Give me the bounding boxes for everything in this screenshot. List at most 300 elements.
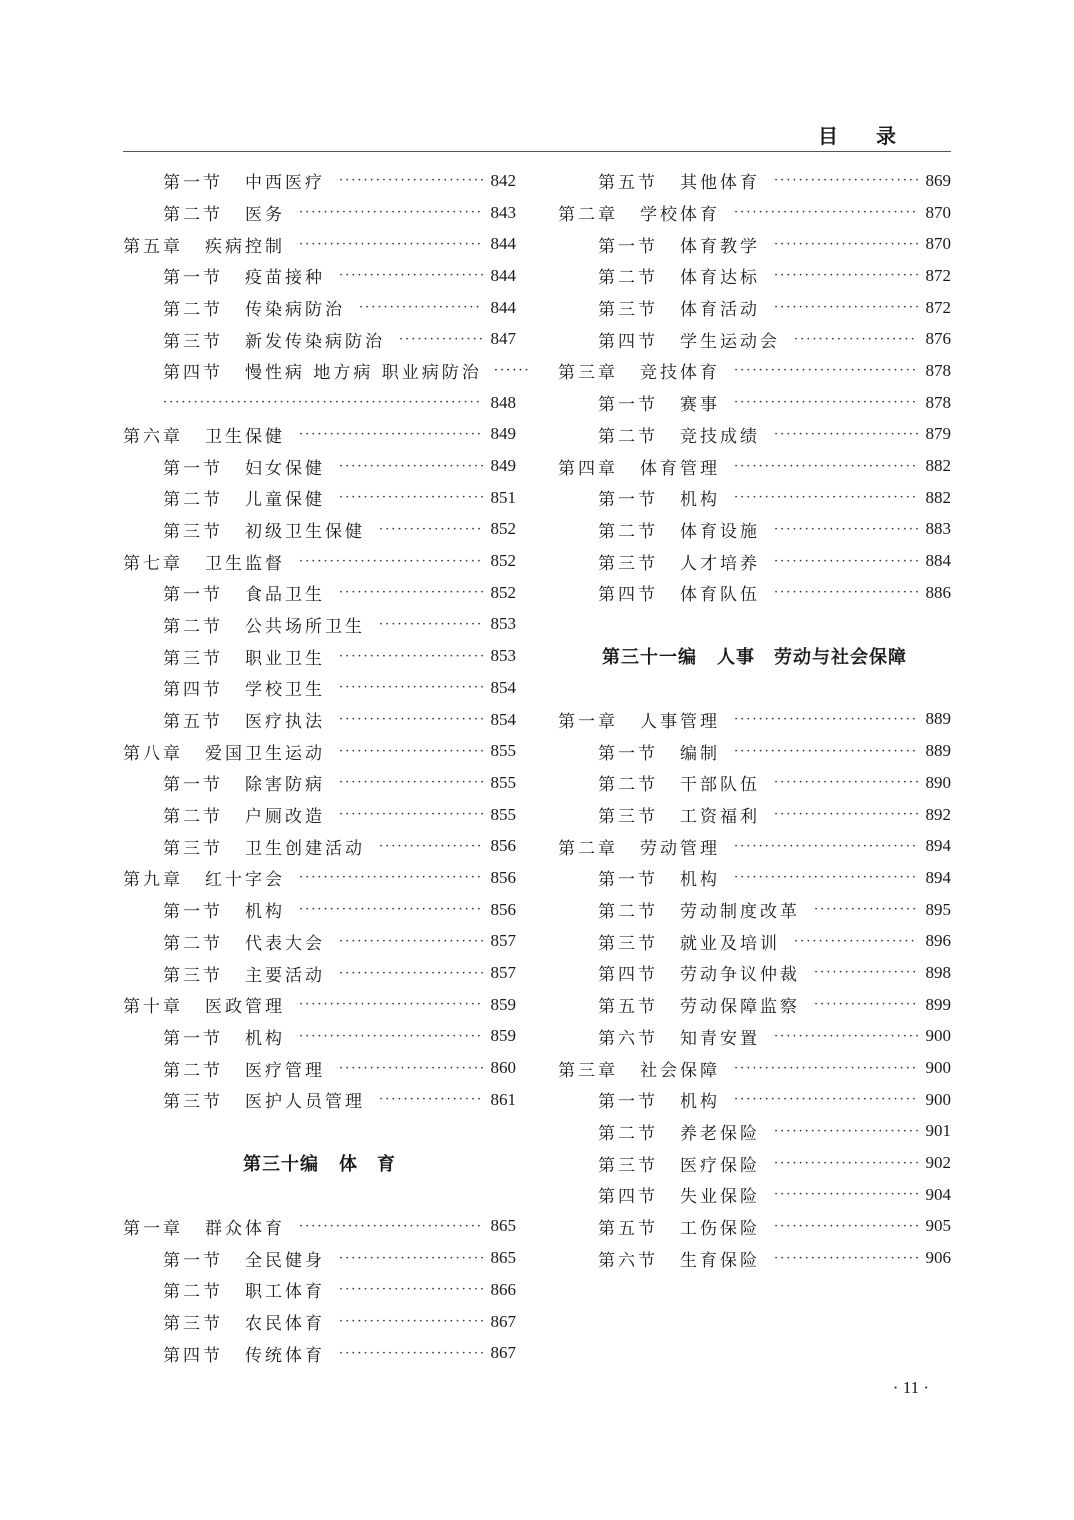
toc-entry-title: 卫生保健 bbox=[205, 426, 285, 447]
toc-entry-title: 全民健身 bbox=[245, 1250, 325, 1271]
toc-section-entry[interactable] bbox=[123, 260, 516, 292]
toc-entry-title: 公共场所卫生 bbox=[245, 616, 365, 637]
dot-leader bbox=[163, 395, 483, 410]
toc-entry-title: 机构 bbox=[245, 1028, 285, 1049]
toc-entry-number: 第二节 bbox=[163, 933, 223, 954]
dot-leader: ······ bbox=[493, 363, 531, 379]
dot-leader bbox=[339, 173, 483, 188]
toc-entry-title: 卫生监督 bbox=[205, 553, 285, 574]
dot-leader bbox=[774, 427, 918, 442]
dot-leader bbox=[774, 237, 918, 252]
toc-entry-label bbox=[598, 580, 760, 605]
dot-leader bbox=[339, 1314, 483, 1329]
toc-section-entry[interactable] bbox=[558, 925, 951, 957]
toc-entry-number: 第九章 bbox=[123, 870, 183, 891]
toc-page-number: 859 bbox=[490, 994, 516, 1014]
toc-entry-label bbox=[163, 961, 325, 986]
toc-page-number: 865 bbox=[490, 1248, 516, 1268]
toc-section-entry[interactable] bbox=[558, 323, 951, 355]
toc-entry-label bbox=[558, 707, 720, 732]
toc-entry-title: 除害防病 bbox=[245, 775, 325, 796]
toc-page-number: 894 bbox=[925, 867, 951, 887]
dot-leader bbox=[299, 554, 483, 569]
toc-section-entry[interactable] bbox=[123, 1306, 516, 1338]
toc-entry-title: 职业卫生 bbox=[245, 648, 325, 669]
toc-entry-title: 群众体育 bbox=[205, 1218, 285, 1239]
toc-entry-number: 第二节 bbox=[163, 616, 223, 637]
toc-entry-number: 第二节 bbox=[598, 521, 658, 542]
toc-entry-number: 第三节 bbox=[598, 553, 658, 574]
toc-entry-title: 工资福利 bbox=[680, 807, 760, 828]
toc-entry-title: 竞技体育 bbox=[640, 363, 720, 384]
toc-entry-number: 第四节 bbox=[598, 965, 658, 986]
toc-section-entry[interactable] bbox=[123, 799, 516, 831]
toc-entry-label bbox=[163, 1341, 325, 1366]
toc-entry-label bbox=[163, 517, 365, 542]
toc-entry-label bbox=[598, 960, 800, 985]
toc-entry-number: 第二节 bbox=[163, 1060, 223, 1081]
toc-chapter-entry[interactable] bbox=[123, 1211, 516, 1243]
toc-entry-label bbox=[163, 200, 285, 225]
toc-entry-label bbox=[163, 1309, 325, 1334]
toc-section-entry[interactable] bbox=[558, 228, 951, 260]
toc-chapter-entry[interactable] bbox=[123, 862, 516, 894]
toc-entry-title: 疫苗接种 bbox=[245, 268, 325, 289]
dot-leader bbox=[734, 839, 918, 854]
toc-entry-label bbox=[123, 739, 325, 764]
toc-entry-label bbox=[163, 612, 365, 637]
toc-page-number: 853 bbox=[490, 646, 516, 666]
toc-section-entry[interactable] bbox=[123, 292, 516, 324]
toc-chapter-entry[interactable] bbox=[123, 228, 516, 260]
toc-entry-label bbox=[598, 1151, 760, 1176]
toc-entry-label bbox=[558, 1056, 720, 1081]
dot-leader bbox=[339, 807, 483, 822]
toc-entry-label bbox=[598, 390, 720, 415]
toc-chapter-entry[interactable] bbox=[123, 545, 516, 577]
toc-entry-title: 传统体育 bbox=[245, 1345, 325, 1366]
toc-chapter-entry[interactable] bbox=[123, 989, 516, 1021]
toc-entry-number: 第五节 bbox=[598, 173, 658, 194]
dot-leader bbox=[734, 490, 918, 505]
toc-entry-label bbox=[558, 834, 720, 859]
dot-leader bbox=[399, 332, 483, 347]
toc-page-number: 853 bbox=[490, 614, 516, 634]
dot-leader bbox=[734, 712, 918, 727]
toc-entry-number: 第五节 bbox=[598, 1218, 658, 1239]
dot-leader bbox=[339, 680, 483, 695]
toc-section-entry[interactable] bbox=[123, 926, 516, 958]
toc-entry-label bbox=[598, 1087, 720, 1112]
dot-leader bbox=[814, 965, 918, 980]
toc-entry-title: 医政管理 bbox=[205, 997, 285, 1018]
toc-section-entry[interactable] bbox=[123, 830, 516, 862]
toc-entry-number: 第三节 bbox=[163, 965, 223, 986]
toc-entry-title: 体育管理 bbox=[640, 458, 720, 479]
toc-page-number: 890 bbox=[925, 772, 951, 792]
toc-entry-label bbox=[598, 865, 720, 890]
toc-entry-label bbox=[598, 1246, 760, 1271]
toc-entry-label bbox=[123, 992, 285, 1017]
toc-entry-label bbox=[598, 897, 800, 922]
toc-section-entry[interactable] bbox=[558, 577, 951, 609]
toc-entry-title: 社会保障 bbox=[640, 1060, 720, 1081]
toc-entry-number: 第六章 bbox=[123, 426, 183, 447]
toc-entry-title: 编制 bbox=[680, 743, 720, 764]
toc-section-entry[interactable] bbox=[558, 514, 951, 546]
toc-entry-number: 第六节 bbox=[598, 1028, 658, 1049]
toc-section-entry[interactable] bbox=[123, 894, 516, 926]
toc-page-number: 851 bbox=[490, 487, 516, 507]
toc-page-number: 852 bbox=[490, 519, 516, 539]
toc-section-entry[interactable] bbox=[123, 957, 516, 989]
dot-leader bbox=[734, 744, 918, 759]
toc-page-number: 865 bbox=[490, 1216, 516, 1236]
toc-section-entry[interactable] bbox=[123, 1337, 516, 1369]
toc-entry-number: 第三节 bbox=[163, 838, 223, 859]
toc-chapter-entry[interactable] bbox=[123, 735, 516, 767]
toc-entry-title: 体育设施 bbox=[680, 521, 760, 542]
toc-entry-title: 初级卫生保健 bbox=[245, 521, 365, 542]
toc-page-number: 896 bbox=[925, 931, 951, 951]
toc-entry-label bbox=[598, 802, 760, 827]
toc-section-entry[interactable] bbox=[123, 450, 516, 482]
dot-leader bbox=[379, 617, 483, 632]
toc-column-left bbox=[123, 165, 531, 1369]
toc-entry-number: 第七章 bbox=[123, 553, 183, 574]
toc-entry-number: 第一节 bbox=[163, 458, 223, 479]
toc-entry-title: 就业及培训 bbox=[680, 933, 780, 954]
toc-page-number: 855 bbox=[490, 772, 516, 792]
toc-page-number: 861 bbox=[490, 1089, 516, 1109]
toc-section-entry[interactable] bbox=[558, 1211, 951, 1243]
toc-section-entry[interactable] bbox=[558, 957, 951, 989]
dot-leader bbox=[734, 459, 918, 474]
dot-leader bbox=[299, 1219, 483, 1234]
dot-leader bbox=[774, 1219, 918, 1234]
dot-leader bbox=[794, 332, 918, 347]
toc-section-entry[interactable] bbox=[123, 165, 516, 197]
toc-section-entry[interactable] bbox=[558, 260, 951, 292]
toc-section-entry[interactable] bbox=[123, 767, 516, 799]
dot-leader bbox=[734, 205, 918, 220]
toc-entry-title: 人事管理 bbox=[640, 711, 720, 732]
toc-section-entry[interactable] bbox=[558, 799, 951, 831]
toc-entry-number: 第二节 bbox=[598, 1123, 658, 1144]
toc-entry-label bbox=[163, 834, 365, 859]
toc-entry-title: 体育队伍 bbox=[680, 585, 760, 606]
toc-entry-title: 失业保险 bbox=[680, 1187, 760, 1208]
dot-leader bbox=[299, 1029, 483, 1044]
toc-entry-title: 劳动保障监察 bbox=[680, 997, 800, 1018]
toc-page-number: 879 bbox=[925, 424, 951, 444]
toc-section-entry[interactable] bbox=[558, 165, 951, 197]
toc-section-entry[interactable] bbox=[558, 1084, 951, 1116]
toc-section-entry[interactable] bbox=[558, 989, 951, 1021]
dot-leader bbox=[379, 522, 483, 537]
toc-section-entry[interactable] bbox=[558, 735, 951, 767]
toc-entry-label bbox=[598, 422, 760, 447]
toc-page-number: 889 bbox=[925, 709, 951, 729]
toc-entry-label bbox=[163, 168, 325, 193]
dot-leader bbox=[339, 1061, 483, 1076]
toc-section-entry[interactable] bbox=[558, 482, 951, 514]
toc-entry-label bbox=[123, 1214, 285, 1239]
toc-chapter-entry[interactable] bbox=[558, 830, 951, 862]
toc-page-number: 848 bbox=[490, 392, 516, 412]
toc-entry-title: 劳动制度改革 bbox=[680, 902, 800, 923]
toc-chapter-entry[interactable] bbox=[558, 1052, 951, 1084]
toc-entry-number: 第二章 bbox=[558, 205, 618, 226]
toc-section-entry[interactable] bbox=[123, 323, 516, 355]
toc-section-entry[interactable] bbox=[558, 1242, 951, 1274]
toc-entry-title: 学校体育 bbox=[640, 205, 720, 226]
toc-section-entry[interactable] bbox=[558, 862, 951, 894]
dot-leader bbox=[379, 839, 483, 854]
toc-entry-label bbox=[598, 992, 800, 1017]
dot-leader bbox=[734, 395, 918, 410]
toc-page-number: 900 bbox=[925, 1089, 951, 1109]
toc-section-entry[interactable] bbox=[558, 1021, 951, 1053]
toc-section-entry[interactable] bbox=[123, 1274, 516, 1306]
toc-entry-title: 机构 bbox=[245, 902, 285, 923]
toc-entry-title: 传染病防治 bbox=[245, 300, 345, 321]
toc-entry-label bbox=[598, 295, 760, 320]
toc-entry-number: 第一节 bbox=[163, 585, 223, 606]
toc-entry-number: 第三节 bbox=[598, 300, 658, 321]
toc-entry-label bbox=[163, 897, 285, 922]
toc-entry-title: 养老保险 bbox=[680, 1123, 760, 1144]
toc-entry-title: 农民体育 bbox=[245, 1314, 325, 1335]
toc-entry-number: 第六节 bbox=[598, 1250, 658, 1271]
toc-page-number: 872 bbox=[925, 297, 951, 317]
toc-entry-label bbox=[598, 770, 760, 795]
toc-section-entry[interactable] bbox=[558, 545, 951, 577]
toc-section-entry[interactable] bbox=[558, 1179, 951, 1211]
toc-page-number: 883 bbox=[925, 519, 951, 539]
toc-entry-label bbox=[163, 327, 385, 352]
toc-page-number: 849 bbox=[490, 456, 516, 476]
toc-page-number: 843 bbox=[490, 202, 516, 222]
toc-entry-title: 户厕改造 bbox=[245, 807, 325, 828]
toc-section-entry[interactable] bbox=[123, 1021, 516, 1053]
dot-leader bbox=[774, 300, 918, 315]
toc-entry-number: 第一节 bbox=[598, 395, 658, 416]
toc-entry-number: 第二章 bbox=[558, 838, 618, 859]
toc-page-number: 854 bbox=[490, 709, 516, 729]
dot-leader bbox=[299, 237, 483, 252]
toc-page-number: 878 bbox=[925, 360, 951, 380]
toc-entry-title: 机构 bbox=[680, 870, 720, 891]
toc-section-entry[interactable] bbox=[558, 387, 951, 419]
part-name: 体 育 bbox=[339, 1154, 396, 1176]
toc-entry-number: 第三节 bbox=[598, 807, 658, 828]
toc-entry-number: 第一节 bbox=[598, 743, 658, 764]
dot-leader bbox=[774, 173, 918, 188]
toc-page-number: 901 bbox=[925, 1121, 951, 1141]
toc-page-number: 906 bbox=[925, 1248, 951, 1268]
toc-entry-number: 第一节 bbox=[163, 268, 223, 289]
toc-entry-number: 第三节 bbox=[598, 933, 658, 954]
toc-section-entry[interactable] bbox=[123, 514, 516, 546]
toc-section-entry[interactable] bbox=[558, 1116, 951, 1148]
toc-entry-number: 第二节 bbox=[598, 426, 658, 447]
toc-entry-label bbox=[123, 549, 285, 574]
toc-entry-title: 机构 bbox=[680, 1092, 720, 1113]
toc-page-number: 867 bbox=[490, 1311, 516, 1331]
toc-section-entry[interactable] bbox=[123, 1084, 516, 1116]
toc-page-number: 842 bbox=[490, 170, 516, 190]
toc-entry-number: 第十章 bbox=[123, 997, 183, 1018]
toc-page-number: 882 bbox=[925, 487, 951, 507]
toc-entry-label bbox=[163, 644, 325, 669]
dot-leader bbox=[774, 268, 918, 283]
toc-section-entry[interactable] bbox=[123, 640, 516, 672]
toc-page-number: 902 bbox=[925, 1153, 951, 1173]
toc-page-number: 857 bbox=[490, 963, 516, 983]
dot-leader bbox=[299, 205, 483, 220]
toc-entry-number: 第一节 bbox=[598, 870, 658, 891]
dot-leader bbox=[774, 807, 918, 822]
toc-entry-title: 中西医疗 bbox=[245, 173, 325, 194]
toc-entry-title: 医护人员管理 bbox=[245, 1092, 365, 1113]
toc-entry-label bbox=[598, 739, 720, 764]
toc-entry-number: 第二节 bbox=[598, 902, 658, 923]
toc-section-entry[interactable] bbox=[558, 767, 951, 799]
toc-chapter-entry[interactable] bbox=[123, 419, 516, 451]
toc-entry-title: 劳动管理 bbox=[640, 838, 720, 859]
toc-entry-number: 第三章 bbox=[558, 363, 618, 384]
toc-chapter-entry[interactable] bbox=[558, 355, 951, 387]
toc-entry-label bbox=[163, 580, 325, 605]
toc-entry-number: 第四节 bbox=[163, 363, 223, 384]
toc-entry-number: 第二节 bbox=[163, 205, 223, 226]
toc-entry-title: 机构 bbox=[680, 490, 720, 511]
dot-leader bbox=[339, 1251, 483, 1266]
toc-section-entry[interactable] bbox=[123, 197, 516, 229]
dot-leader bbox=[339, 490, 483, 505]
toc-section-entry[interactable] bbox=[558, 894, 951, 926]
toc-entry-title: 生育保险 bbox=[680, 1250, 760, 1271]
toc-entry-number: 第三节 bbox=[163, 1092, 223, 1113]
toc-section-entry[interactable] bbox=[123, 482, 516, 514]
toc-entry-continuation[interactable] bbox=[123, 387, 516, 419]
toc-chapter-entry[interactable] bbox=[558, 197, 951, 229]
dot-leader bbox=[774, 585, 918, 600]
toc-entry-number: 第四节 bbox=[163, 1345, 223, 1366]
part-name: 人事 劳动与社会保障 bbox=[717, 647, 907, 669]
toc-entry-title: 劳动争议仲裁 bbox=[680, 965, 800, 986]
toc-entry-label bbox=[123, 232, 285, 257]
toc-entry-number: 第一节 bbox=[598, 236, 658, 257]
toc-entry-number: 第五章 bbox=[123, 236, 183, 257]
toc-entry-title: 学生运动会 bbox=[680, 331, 780, 352]
toc-page-number: 898 bbox=[925, 962, 951, 982]
dot-leader bbox=[774, 775, 918, 790]
toc-entry-number: 第四节 bbox=[598, 585, 658, 606]
toc-page-number: 900 bbox=[925, 1058, 951, 1078]
toc-chapter-entry[interactable] bbox=[558, 704, 951, 736]
dot-leader bbox=[774, 1124, 918, 1139]
dot-leader bbox=[774, 1251, 918, 1266]
dot-leader bbox=[299, 997, 483, 1012]
dot-leader bbox=[339, 649, 483, 664]
toc-entry-label bbox=[163, 485, 325, 510]
toc-page-number: 852 bbox=[490, 551, 516, 571]
toc-page-number: 844 bbox=[490, 297, 516, 317]
toc-entry-number: 第二节 bbox=[163, 1282, 223, 1303]
page-number: · 11 · bbox=[892, 1378, 929, 1397]
toc-entry-number: 第三章 bbox=[558, 1060, 618, 1081]
toc-page-number: 882 bbox=[925, 456, 951, 476]
dot-leader bbox=[339, 744, 483, 759]
toc-entry-label bbox=[598, 232, 760, 257]
toc-page-number: 886 bbox=[925, 582, 951, 602]
toc-entry-title: 其他体育 bbox=[680, 173, 760, 194]
toc-page-number: 892 bbox=[925, 804, 951, 824]
toc-section-entry[interactable] bbox=[123, 577, 516, 609]
toc-section-entry[interactable] bbox=[123, 1052, 516, 1084]
toc-section-entry[interactable] bbox=[558, 1147, 951, 1179]
dot-leader bbox=[339, 268, 483, 283]
toc-entry-title: 工伤保险 bbox=[680, 1218, 760, 1239]
toc-entry-title: 新发传染病防治 bbox=[245, 331, 385, 352]
dot-leader bbox=[774, 522, 918, 537]
toc-chapter-entry[interactable] bbox=[558, 450, 951, 482]
dot-leader bbox=[339, 585, 483, 600]
toc-entry-number: 第一节 bbox=[163, 173, 223, 194]
part-number: 第三十编 bbox=[243, 1154, 319, 1176]
toc-entry-title: 体育活动 bbox=[680, 300, 760, 321]
toc-section-entry[interactable] bbox=[123, 672, 516, 704]
toc-entry-number: 第一节 bbox=[598, 490, 658, 511]
toc-entry-title: 代表大会 bbox=[245, 933, 325, 954]
toc-entry-title: 爱国卫生运动 bbox=[205, 743, 325, 764]
toc-entry-number: 第三节 bbox=[163, 521, 223, 542]
part-heading bbox=[558, 609, 951, 704]
dot-leader bbox=[339, 934, 483, 949]
toc-section-entry[interactable] bbox=[558, 292, 951, 324]
toc-page-number: 856 bbox=[490, 899, 516, 919]
dot-leader bbox=[814, 902, 918, 917]
toc-page-number: 899 bbox=[925, 994, 951, 1014]
dot-leader bbox=[339, 775, 483, 790]
toc-entry-title: 儿童保健 bbox=[245, 490, 325, 511]
dot-leader bbox=[734, 870, 918, 885]
toc-section-entry[interactable] bbox=[123, 355, 531, 387]
toc-entry-title: 卫生创建活动 bbox=[245, 838, 365, 859]
toc-page-number: 859 bbox=[490, 1026, 516, 1046]
toc-section-entry[interactable] bbox=[123, 704, 516, 736]
dot-leader bbox=[774, 554, 918, 569]
toc-page-number: 856 bbox=[490, 867, 516, 887]
toc-entry-number: 第一节 bbox=[163, 1028, 223, 1049]
toc-page-number: 860 bbox=[490, 1058, 516, 1078]
toc-entry-title: 人才培养 bbox=[680, 553, 760, 574]
toc-page-number: 872 bbox=[925, 265, 951, 285]
toc-entry-label bbox=[163, 358, 482, 383]
toc-section-entry[interactable] bbox=[123, 609, 516, 641]
toc-entry-label bbox=[598, 168, 760, 193]
toc-entry-label bbox=[598, 1024, 760, 1049]
toc-entry-label bbox=[163, 263, 325, 288]
toc-entry-label bbox=[598, 549, 760, 574]
dot-leader bbox=[734, 1061, 918, 1076]
toc-entry-title: 医务 bbox=[245, 205, 285, 226]
toc-entry-number: 第八章 bbox=[123, 743, 183, 764]
toc-section-entry[interactable] bbox=[123, 1242, 516, 1274]
toc-section-entry[interactable] bbox=[558, 419, 951, 451]
